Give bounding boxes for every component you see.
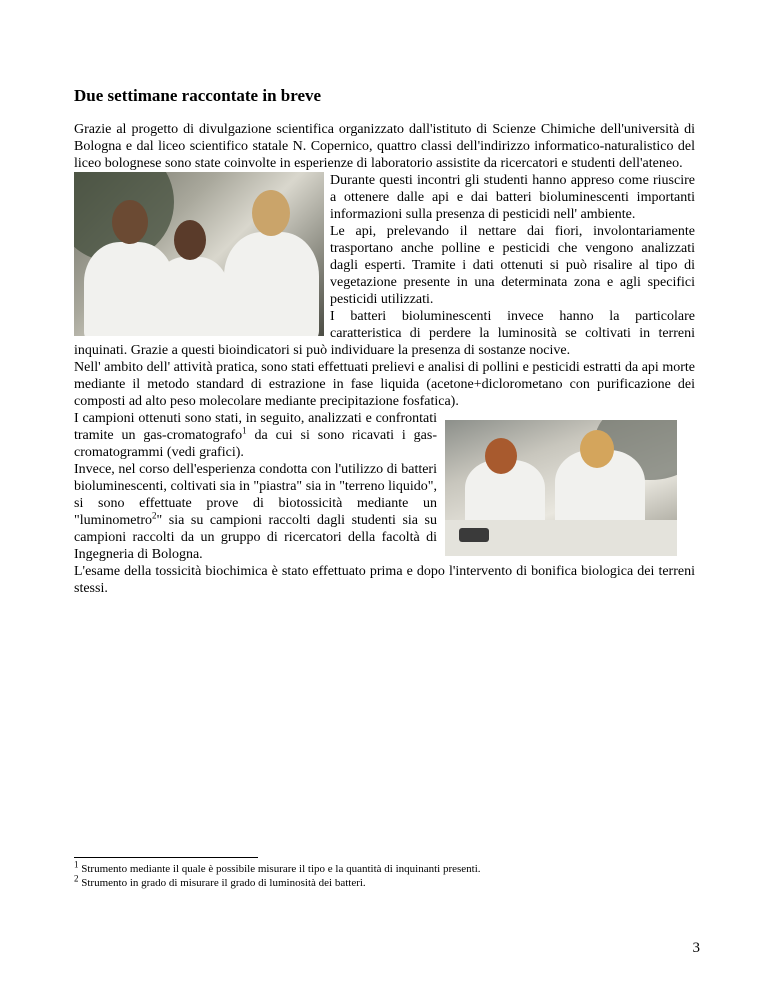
- page-number: 3: [692, 940, 700, 956]
- paragraph-practice: Nell' ambito dell' attività pratica, sono stati effettuati prelievi e analisi di pollini e pesticidi estratti da api morte mediante il metodo standard di estrazione in fase liquida (acetone+diclorometano con purificazione dei composti ad alto peso molecolare mediante precipitazione fosfatica).: [74, 360, 695, 409]
- paragraph-intro: Grazie al progetto di divulgazione scientifica organizzato dall'istituto di Scienze Chimiche dell'università di Bologna e dal liceo scientifico statale N. Copernico, quattro classi dell'indirizzo informatico-naturalistico del liceo bolognese sono state coinvolte in esperienze di laboratorio assistite da ricercatori e studenti dell'ateneo.: [74, 122, 695, 171]
- page-title: Due settimane raccontate in breve: [74, 86, 322, 105]
- footnote-ref-1[interactable]: 1: [242, 425, 247, 436]
- paragraph-meetings: Durante questi incontri gli studenti hanno appreso come riuscire a ottenere dalle api e dai batteri bioluminescenti importanti informazioni sulla presenza di pesticidi nell' ambiente.: [330, 173, 695, 222]
- footnote-mark-1: 1: [74, 859, 79, 870]
- footnotes: [74, 859, 481, 890]
- footnote-text-2: Strumento in grado di misurare il grado di luminosità dei batteri.: [81, 877, 366, 889]
- paragraph-bees: Le api, prelevando il nettare dai fiori, involontariamente trasportano anche polline e pesticidi che vengono analizzati dagli esperti. Tramite i dati ottenuti si può risalire al tipo di vegetazione presente in una determinata zona e agli specifici pesticidi utilizzati.: [330, 224, 695, 307]
- footnote-2: [74, 873, 481, 890]
- footnote-mark-2: 2: [74, 873, 79, 884]
- biotoxicity-text-a: Invece, nel corso dell'esperienza condotta con l'utilizzo di batteri bioluminescenti, coltivati sia in "piastra" sia in "terreno liquido", si sono effettuate prove di biotossicità mediante un "luminometro: [74, 462, 437, 528]
- footnote-text-1: Strumento mediante il quale è possibile misurare il tipo e la quantità di inquinanti presenti.: [81, 863, 481, 875]
- footnote-divider: [74, 857, 258, 858]
- lab-bench-photo: [445, 420, 677, 556]
- paragraph-bacteria: I batteri bioluminescenti invece hanno la particolare caratteristica di perdere la luminosità se coltivati in terreni inquinati. Grazie a questi bioindicatori si può individuare la presenza di sostanze nocive.: [74, 309, 695, 358]
- samples-text-a: I campioni ottenuti sono stati, in seguito, analizzati e confrontati tramite un gas-cromatografo: [74, 411, 437, 443]
- biotoxicity-text-b: " sia su campioni raccolti dagli studenti sia su campioni raccolti da un gruppo di ricercatori della facoltà di Ingegneria di Bologna.: [74, 513, 437, 562]
- students-lab-photo: [74, 172, 324, 336]
- footnote-1: [74, 859, 481, 876]
- samples-text-b: da cui si sono ricavati i gas-cromatogrammi (vedi grafici).: [74, 428, 437, 460]
- paragraph-conclusion: L'esame della tossicità biochimica è stato effettuato prima e dopo l'intervento di bonifica biologica dei terreni stessi.: [74, 564, 695, 596]
- footnote-ref-2[interactable]: 2: [152, 510, 157, 521]
- article-body: [74, 121, 695, 597]
